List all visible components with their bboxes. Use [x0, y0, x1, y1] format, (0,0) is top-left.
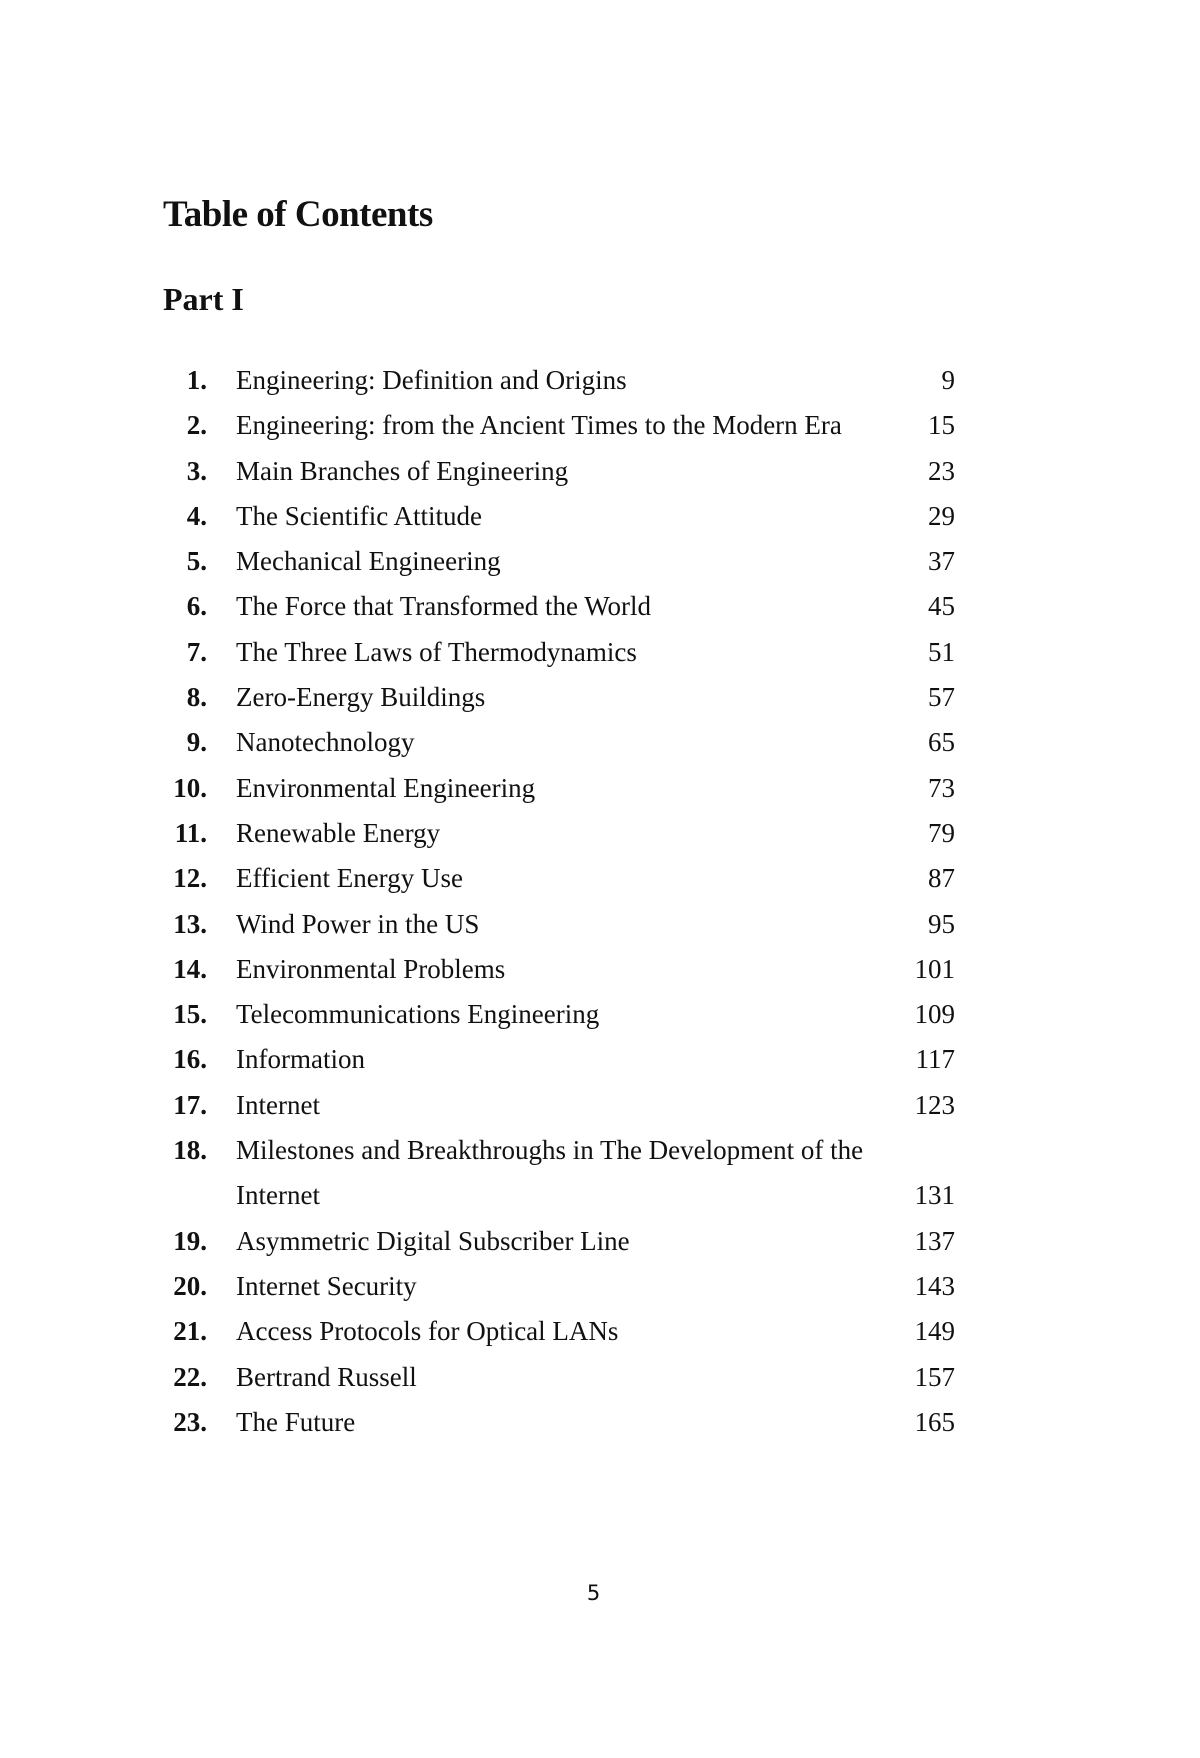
- entry-title: The Force that Transformed the World: [236, 591, 652, 622]
- entry-page-number: 131: [914, 1180, 955, 1211]
- toc-entry[interactable]: [160, 494, 955, 539]
- entry-title: Zero-Energy Buildings: [236, 682, 486, 713]
- toc-list: [160, 358, 955, 1445]
- entry-page-number: 57: [928, 682, 955, 713]
- entry-page-number: 51: [928, 636, 955, 667]
- entry-number: 23.: [173, 1406, 207, 1437]
- toc-entry[interactable]: [160, 947, 955, 992]
- entry-page-number: 45: [928, 591, 955, 622]
- entry-page-number: 37: [928, 546, 955, 577]
- entry-title: Mechanical Engineering: [236, 546, 501, 577]
- toc-entry[interactable]: [160, 766, 955, 811]
- toc-entry[interactable]: [160, 449, 955, 494]
- toc-entry[interactable]: [160, 1264, 955, 1309]
- entry-title: Internet Security: [236, 1270, 417, 1301]
- entry-title: Environmental Engineering: [236, 772, 536, 803]
- toc-entry[interactable]: [160, 539, 955, 584]
- entry-title: Access Protocols for Optical LANs: [236, 1316, 619, 1347]
- toc-entry[interactable]: [160, 1309, 955, 1354]
- entry-page-number: 165: [914, 1406, 955, 1437]
- entry-number: 7.: [186, 636, 207, 667]
- entry-title: Milestones and Breakthroughs in The Development of the Internet: [236, 1135, 864, 1211]
- entry-number: 20.: [173, 1270, 207, 1301]
- entry-number: 22.: [173, 1361, 207, 1392]
- toc-entry[interactable]: [160, 1219, 955, 1264]
- toc-entry[interactable]: [160, 584, 955, 629]
- entry-page-number: 87: [928, 863, 955, 894]
- entry-title: The Scientific Attitude: [236, 500, 482, 531]
- entry-number: 11.: [174, 817, 207, 848]
- entry-number: 21.: [173, 1316, 207, 1347]
- entry-title: Engineering: from the Ancient Times to the Modern Era: [236, 410, 842, 441]
- entry-number: 14.: [173, 953, 207, 984]
- toc-entry[interactable]: [160, 1128, 955, 1219]
- entry-title: Information: [236, 1044, 365, 1075]
- entry-page-number: 65: [928, 727, 955, 758]
- entry-title: Internet: [236, 1089, 320, 1120]
- entry-number: 16.: [173, 1044, 207, 1075]
- entry-title: The Future: [236, 1406, 356, 1437]
- entry-title: Efficient Energy Use: [236, 863, 463, 894]
- toc-entry[interactable]: [160, 811, 955, 856]
- entry-page-number: 143: [914, 1270, 955, 1301]
- toc-entry[interactable]: [160, 720, 955, 765]
- entry-page-number: 149: [914, 1316, 955, 1347]
- entry-number: 2.: [186, 410, 207, 441]
- entry-number: 17.: [173, 1089, 207, 1120]
- entry-number: 10.: [173, 772, 207, 803]
- toc-entry[interactable]: [160, 675, 955, 720]
- entry-page-number: 79: [928, 817, 955, 848]
- entry-page-number: 73: [928, 772, 955, 803]
- entry-title: Environmental Problems: [236, 953, 506, 984]
- entry-page-number: 29: [928, 500, 955, 531]
- entry-title: Engineering: Definition and Origins: [236, 365, 627, 395]
- page-number: 5: [586, 1581, 601, 1605]
- part-heading: Part I: [163, 281, 244, 317]
- entry-page-number: 157: [914, 1361, 955, 1392]
- entry-number: 4.: [186, 500, 207, 531]
- entry-page-number: 109: [914, 999, 955, 1030]
- entry-page-number: 123: [914, 1089, 955, 1120]
- entry-number: 8.: [186, 682, 207, 713]
- toc-entry[interactable]: [160, 1037, 955, 1082]
- entry-page-number: 9: [941, 365, 955, 395]
- entry-title: Wind Power in the US: [236, 908, 480, 939]
- entry-number: 18.: [173, 1135, 207, 1166]
- toc-entry[interactable]: [160, 1355, 955, 1400]
- entry-number: 15.: [173, 999, 207, 1030]
- entry-title: Asymmetric Digital Subscriber Line: [236, 1225, 630, 1256]
- toc-entry[interactable]: [160, 902, 955, 947]
- toc-entry[interactable]: [160, 630, 955, 675]
- toc-entry[interactable]: [160, 992, 955, 1037]
- entry-number: 13.: [173, 908, 207, 939]
- entry-page-number: 95: [928, 908, 955, 939]
- entry-title: Main Branches of Engineering: [236, 455, 569, 486]
- entry-title: Nanotechnology: [236, 727, 415, 758]
- entry-title: The Three Laws of Thermodynamics: [236, 636, 637, 667]
- toc-entry[interactable]: [160, 856, 955, 901]
- entry-page-number: 117: [915, 1044, 955, 1075]
- entry-title: Bertrand Russell: [236, 1361, 417, 1392]
- entry-page-number: 23: [928, 455, 955, 486]
- entry-title: Renewable Energy: [236, 817, 441, 848]
- entry-page-number: 137: [914, 1225, 955, 1256]
- entry-number: 3.: [186, 455, 207, 486]
- toc-entry[interactable]: [160, 358, 955, 403]
- entry-number: 12.: [173, 863, 207, 894]
- toc-entry[interactable]: [160, 1400, 955, 1445]
- entry-title: Telecommunications Engineering: [236, 999, 600, 1030]
- page-title: Table of Contents: [163, 194, 433, 235]
- entry-number: 1.: [186, 365, 207, 395]
- toc-entry[interactable]: [160, 403, 955, 448]
- toc-entry[interactable]: [160, 1083, 955, 1128]
- entry-number: 5.: [186, 546, 207, 577]
- entry-page-number: 101: [914, 953, 955, 984]
- entry-number: 9.: [186, 727, 207, 758]
- entry-number: 6.: [186, 591, 207, 622]
- entry-page-number: 15: [928, 410, 955, 441]
- entry-number: 19.: [173, 1225, 207, 1256]
